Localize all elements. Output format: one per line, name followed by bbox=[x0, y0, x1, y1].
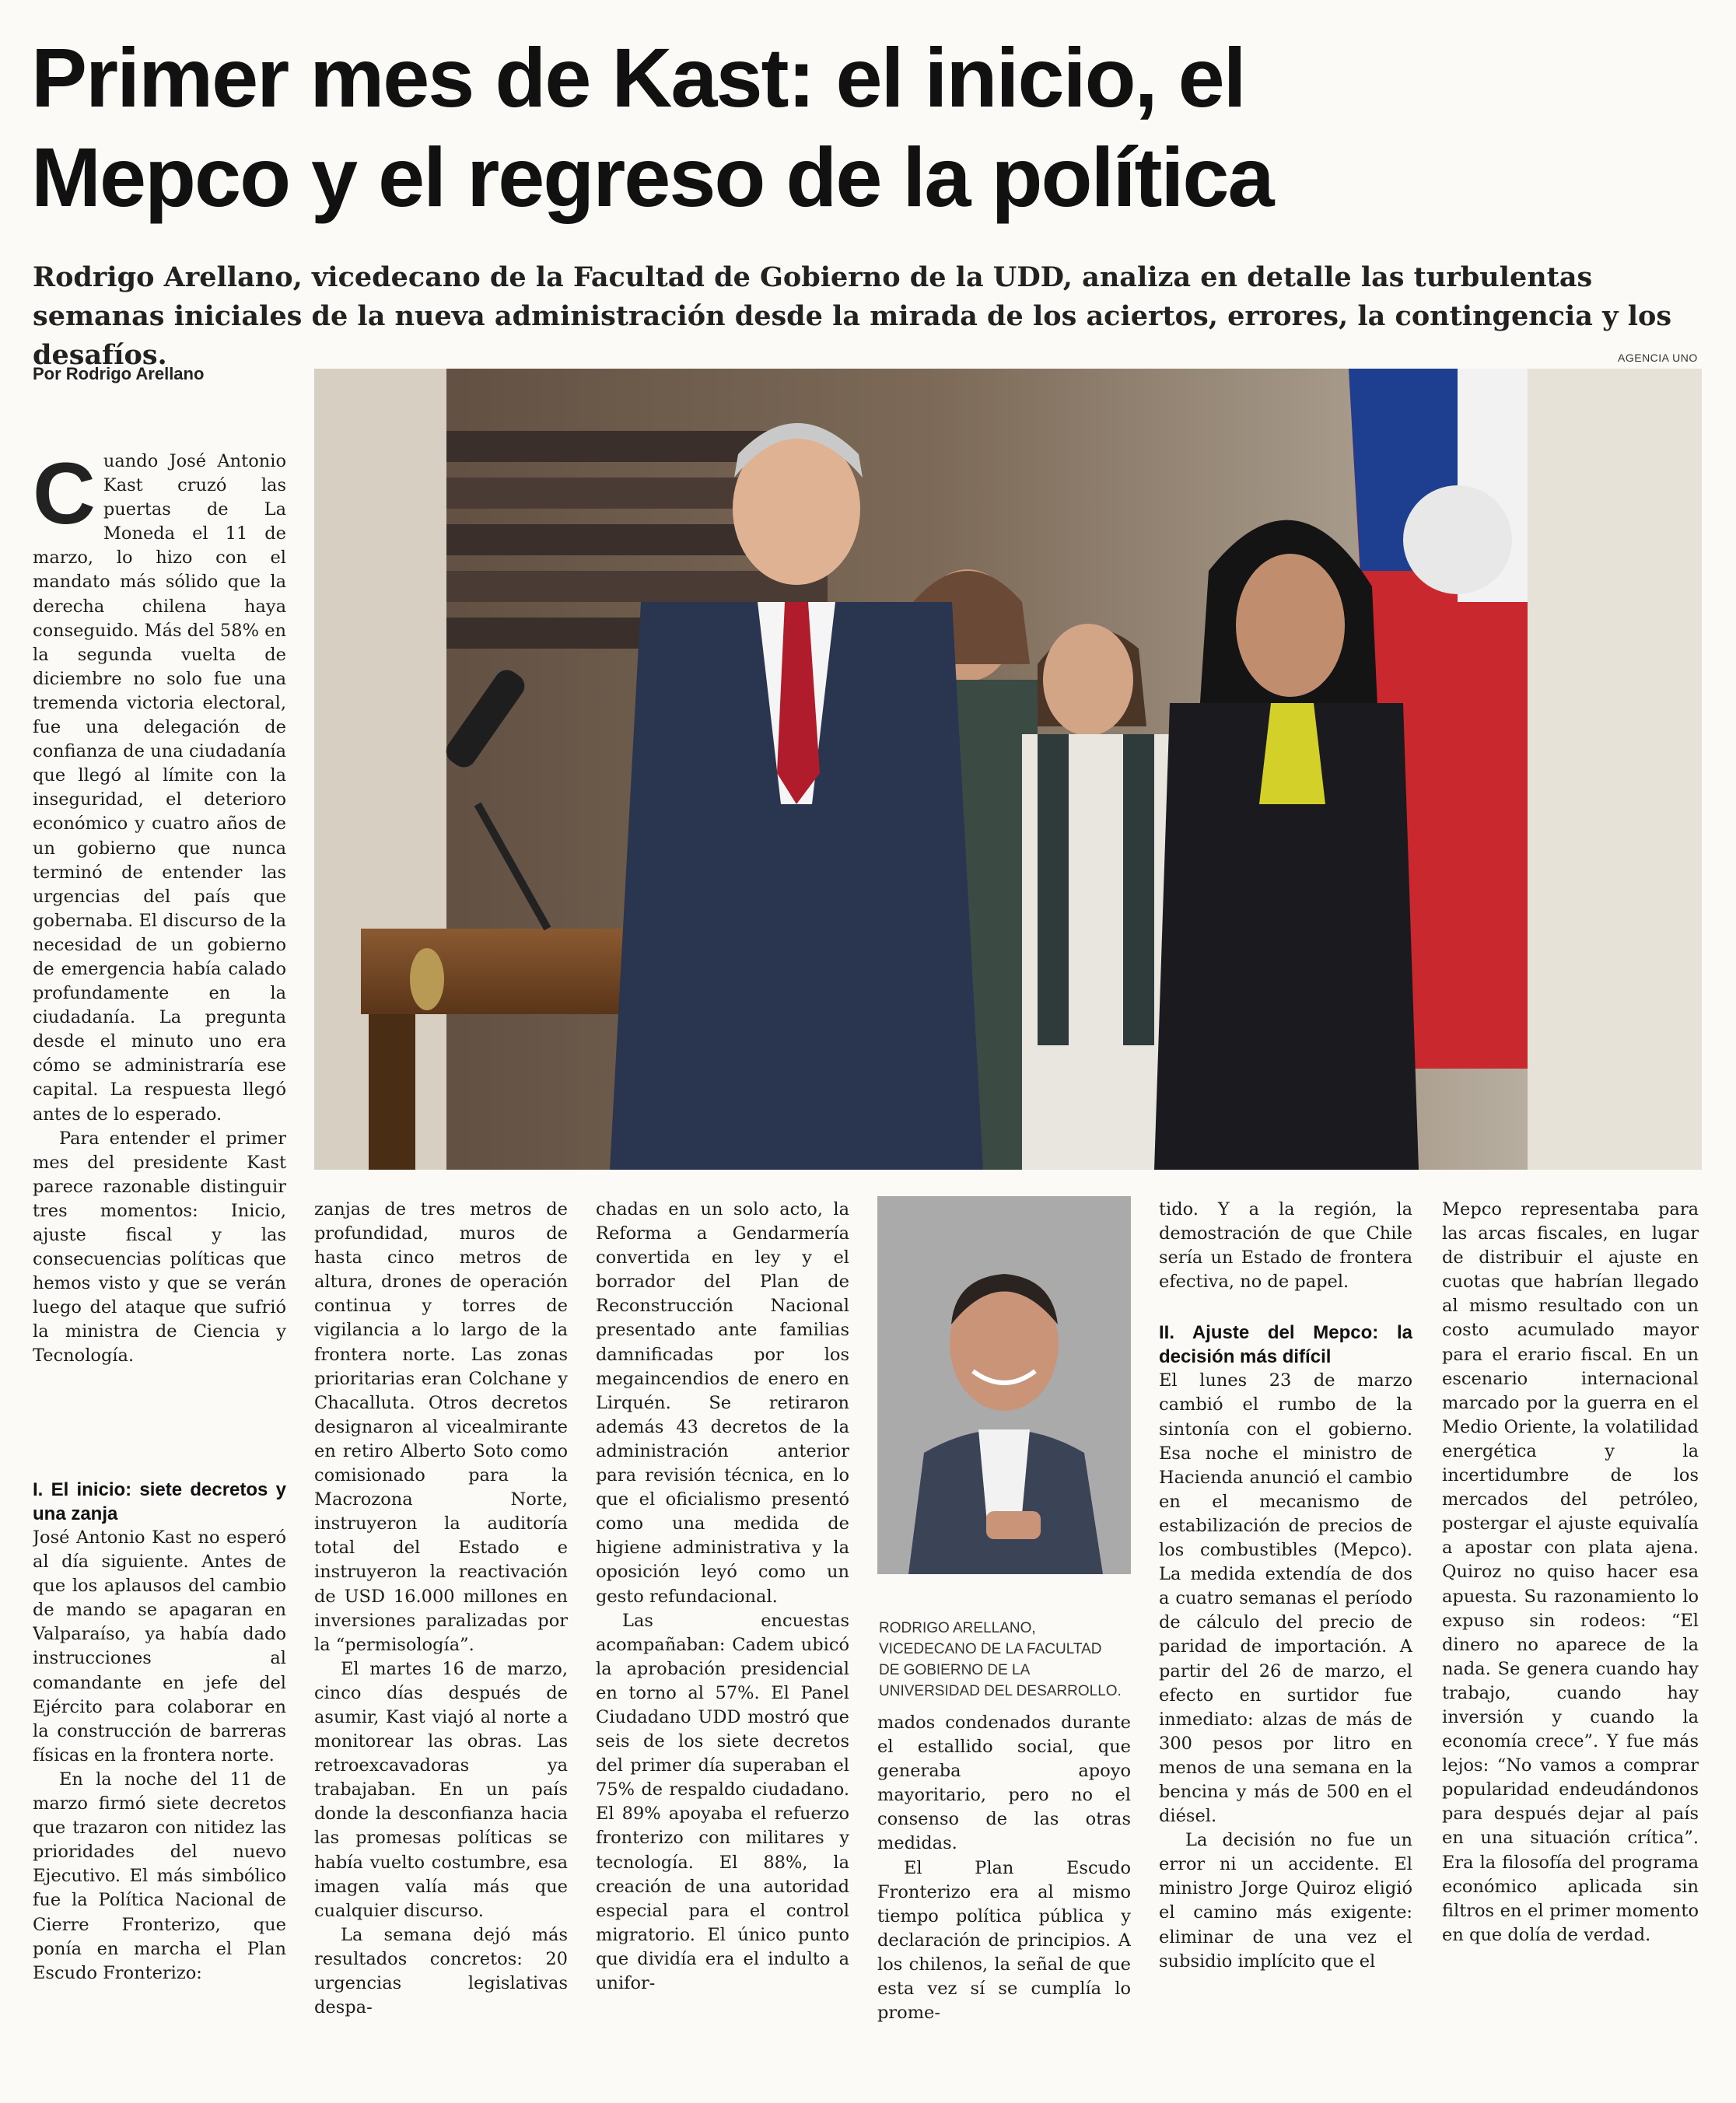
paragraph: uando José Antonio Kast cruzó las puertas de La Moneda el 11 de marzo, lo hizo con el mandato más sólido que la derecha chilena haya conseguido. Más del 58% en la segunda vuelta de diciembre no solo fue una tremenda victoria electoral, fue una delegación de confianza de una ciudadanía que llegó al límite con la inseguridad, el deterioro económico y cuatro años de un gobierno que nunca terminó de entender las urgencias del país que gobernaba. El discurso de la necesidad de un gobierno de emergencia había calado profundamente en la ciudadanía. La pregunta desde el minuto uno era cómo se administraría ese capital. La respuesta llegó antes de lo esperado. bbox=[33, 451, 286, 1125]
section-heading-2: II. Ajuste del Mepco: la decisión más difícil bbox=[1159, 1322, 1412, 1368]
paragraph: chadas en un solo acto, la Reforma a Gendarmería convertida en ley y el borrador del Plan de Reconstrucción Nacional presentado ante familias damnificadas por los megaincendios de enero en Lirquén. Se retiraron además 43 decretos de la administración anterior para revisión técnica, en lo que el oficialismo presentó como una medida de higiene administrativa y la oposición leyó como un gesto refundacional. bbox=[596, 1199, 849, 1607]
paragraph: zanjas de tres metros de profundidad, muros de hasta cinco metros de altura, drones de operación continua y torres de vigilancia a lo largo de la frontera norte. Las zonas prioritarias eran Colchane y Chacalluta. Otros decretos designaron al vicealmirante en retiro Alberto Soto como comisionado para la Macrozona Norte, instruyeron la auditoría total del Estado e instruyeron la reactivación de USD 16.000 millones en inversiones paralizadas por la “permisología”. bbox=[314, 1199, 568, 1655]
article-column-2 bbox=[314, 1198, 568, 2092]
headline-line-1: Primer mes de Kast: el inicio, el bbox=[31, 30, 1245, 124]
paragraph: Mepco representaba para las arcas fiscales, en lugar de distribuir el ajuste en cuotas que habrían llegado al mismo resultado con un costo acumulado mayor para el erario fiscal. En un escenario internacional marcado por la guerra en el Medio Oriente, la volatilidad energética y la incertidumbre de los mercados del petróleo, postergar el ajuste equivalía a apostar con plata ajena. Quiroz no quiso hacer esa apuesta. Su razonamiento lo expuso sin rodeos: “El dinero no aparece de la nada. Se genera cuando hay trabajo, cuando hay inversión y cuando la economía crece”. Y fue más lejos: “No vamos a comprar popularidad endeudándonos para después dejar al país en una situación crítica”. Era la filosofía del programa económico aplicada sin filtros en el primer momento en que dolía de verdad. bbox=[1442, 1199, 1699, 1945]
caption-line-3: DE GOBIERNO DE LA bbox=[879, 1662, 1031, 1678]
portrait-caption bbox=[879, 1618, 1136, 1702]
caption-line-2: VICEDECANO DE LA FACULTAD bbox=[879, 1641, 1102, 1657]
portrait-photo bbox=[877, 1196, 1131, 1574]
section-heading-1: I. El inicio: siete decretos y una zanja bbox=[33, 1479, 286, 1524]
portrait-illustration bbox=[877, 1196, 1131, 1574]
paragraph: El Plan Escudo Fronterizo era al mismo tiempo política pública y declaración de principios. A los chilenos, la señal de que esta vez sí se cumplía lo prome- bbox=[877, 1857, 1131, 2024]
article-column-3 bbox=[596, 1198, 849, 2092]
headline bbox=[31, 28, 1711, 227]
paragraph: mados condenados durante el estallido social, que generaba apoyo mayoritario, pero no el consenso de las otras medidas. bbox=[877, 1713, 1131, 1854]
caption-line-1: RODRIGO ARELLANO, bbox=[879, 1620, 1036, 1636]
caption-line-4: UNIVERSIDAD DEL DESARROLLO. bbox=[879, 1683, 1122, 1699]
paragraph: El martes 16 de marzo, cinco días después de asumir, Kast viajó al norte a monitorear las obras. Las retroexcavadoras ya trabajaban. En un país donde la desconfianza hacia las promesas políticas se había vuelto costumbre, esa imagen valía más que cualquier discurso. bbox=[314, 1658, 568, 1921]
headline-line-2: Mepco y el regreso de la política bbox=[31, 130, 1273, 224]
paragraph: En la noche del 11 de marzo firmó siete decretos que trazaron con nitidez las prioridades del nuevo Ejecutivo. El más simbólico fue la Política Nacional de Cierre Fronterizo, que ponía en marcha el Plan Escudo Fronterizo: bbox=[33, 1769, 286, 1983]
article-column-4 bbox=[877, 1711, 1131, 2092]
paragraph: Para entender el primer mes del presidente Kast parece razonable distinguir tres momentos: Inicio, ajuste fiscal y las consecuencias políticas que hemos visto y que se verán luego del ataque que sufrió la ministra de Ciencia y Tecnología. bbox=[33, 1128, 286, 1366]
paragraph: José Antonio Kast no esperó al día siguiente. Antes de que los aplausos del cambio de mando se apagaran en Valparaíso, ya había dado instrucciones al comandante en jefe del Ejército para colaborar en la construcción de barreras físicas en la frontera norte. bbox=[33, 1527, 286, 1765]
paragraph: El lunes 23 de marzo cambió el rumbo de la sintonía con el gobierno. Esa noche el ministro de Hacienda anunció el cambio en el mecanismo de estabilización de precios de los combustibles (Mepco). La medida extendía de dos a cuatro semanas el período de cálculo del precio de paridad de importación. A partir del 26 de marzo, el efecto en surtidor fue inmediato: alzas de más de 300 pesos por litro en menos de una semana en la bencina y más de 500 en el diésel. bbox=[1159, 1370, 1412, 1827]
byline: Por Rodrigo Arellano bbox=[33, 364, 205, 383]
paragraph: La decisión no fue un error ni un accidente. El ministro Jorge Quiroz eligió el camino más exigente: eliminar de una vez el subsidio implícito que el bbox=[1159, 1830, 1412, 1972]
subhead: Rodrigo Arellano, vicedecano de la Facultad de Gobierno de la UDD, analiza en detalle las turbulentas semanas iniciales de la nueva administración desde la mirada de los aciertos, errores, la contingencia y los desafíos. bbox=[33, 261, 1672, 371]
paragraph: Las encuestas acompañaban: Cadem ubicó la aprobación presidencial en torno al 57%. El Panel Ciudadano UDD mostró que seis de los siete decretos del primer día superaban el 75% de respaldo ciudadano. El 89% apoyaba el refuerzo fronterizo con militares y tecnología. El 88%, la creación de una autoridad especial para el control migratorio. El único punto que dividía era el indulto a unifor- bbox=[596, 1610, 849, 1993]
article-column-1 bbox=[33, 450, 286, 1461]
main-photo bbox=[314, 369, 1702, 1170]
article-column-6 bbox=[1442, 1198, 1699, 2092]
article-column-1-bottom bbox=[33, 1478, 286, 2092]
paragraph: La semana dejó más resultados concretos: 20 urgencias legislativas despa- bbox=[314, 1924, 568, 2018]
main-photo-illustration bbox=[314, 369, 1702, 1170]
article-column-5 bbox=[1159, 1198, 1412, 2092]
drop-cap: C bbox=[33, 450, 96, 542]
paragraph: tido. Y a la región, la demostración de que Chile sería un Estado de frontera efectiva, no de papel. bbox=[1159, 1199, 1412, 1293]
photo-credit: AGENCIA UNO bbox=[1618, 352, 1698, 364]
